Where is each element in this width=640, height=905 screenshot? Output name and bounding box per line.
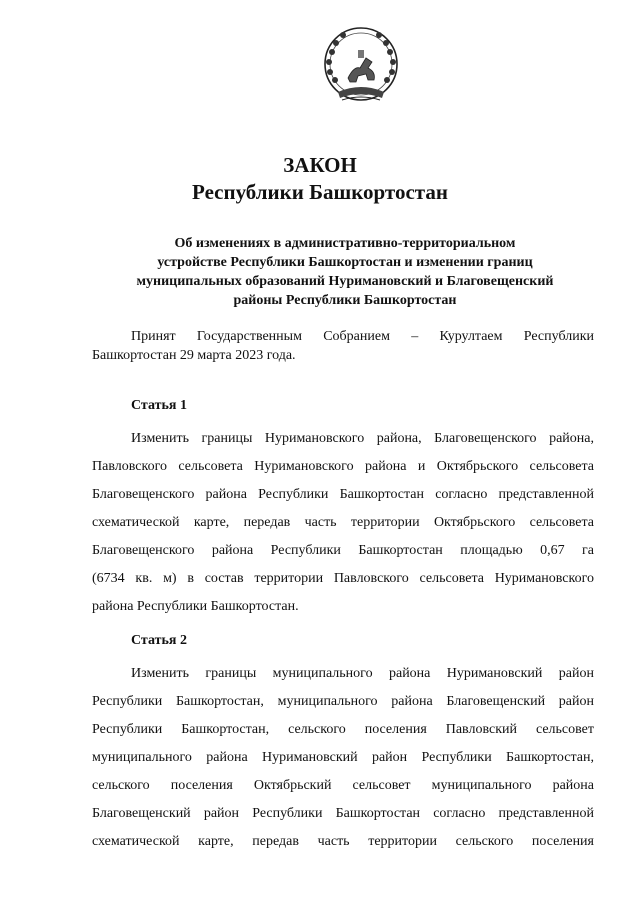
adoption-line: Принят Государственным Собранием – Курултаем Республики bbox=[131, 329, 594, 344]
article-1-line: схематической карте, передав часть территории Октябрьского сельсовета bbox=[92, 515, 594, 530]
article-2-line: Изменить границы муниципального района Нуримановский район bbox=[131, 666, 594, 681]
article-1-line: Павловского сельсовета Нуримановского района и Октябрьского сельсовета bbox=[92, 459, 594, 474]
article-2-line: Благовещенский район Республики Башкортостан согласно представленной bbox=[92, 806, 594, 821]
law-title-line: Об изменениях в административно-территориальном bbox=[174, 236, 516, 251]
article-2-heading: Статья 2 bbox=[131, 633, 187, 648]
law-title-line: районы Республики Башкортостан bbox=[233, 293, 457, 308]
coat-of-arms-emblem bbox=[318, 22, 404, 110]
document-title: ЗАКОН bbox=[283, 153, 357, 177]
adoption-line: Башкортостан 29 марта 2023 года. bbox=[92, 348, 296, 363]
article-1-line: района Республики Башкортостан. bbox=[92, 599, 299, 614]
article-1-line: Благовещенского района Республики Башкортостан площадью 0,67 га bbox=[92, 543, 594, 558]
article-2-line: сельского поселения Октябрьский сельсовет муниципального района bbox=[92, 778, 594, 793]
article-1-heading: Статья 1 bbox=[131, 398, 187, 413]
article-2-line: схематической карте, передав часть территории сельского поселения bbox=[92, 834, 594, 849]
article-1-line: (6734 кв. м) в состав территории Павловского сельсовета Нуримановского bbox=[92, 571, 594, 586]
article-1-line: Благовещенского района Республики Башкортостан согласно представленной bbox=[92, 487, 594, 502]
law-title-line: устройстве Республики Башкортостан и изменении границ bbox=[157, 255, 533, 270]
law-title-line: муниципальных образований Нуримановский и Благовещенский bbox=[136, 274, 554, 289]
article-2-line: Республики Башкортостан, сельского поселения Павловский сельсовет bbox=[92, 722, 594, 737]
article-2-line: муниципального района Нуримановский район Республики Башкортостан, bbox=[92, 750, 594, 765]
article-2-line: Республики Башкортостан, муниципального района Благовещенский район bbox=[92, 694, 594, 709]
document-subtitle: Республики Башкортостан bbox=[192, 180, 448, 204]
article-1-line: Изменить границы Нуримановского района, Благовещенского района, bbox=[131, 431, 594, 446]
